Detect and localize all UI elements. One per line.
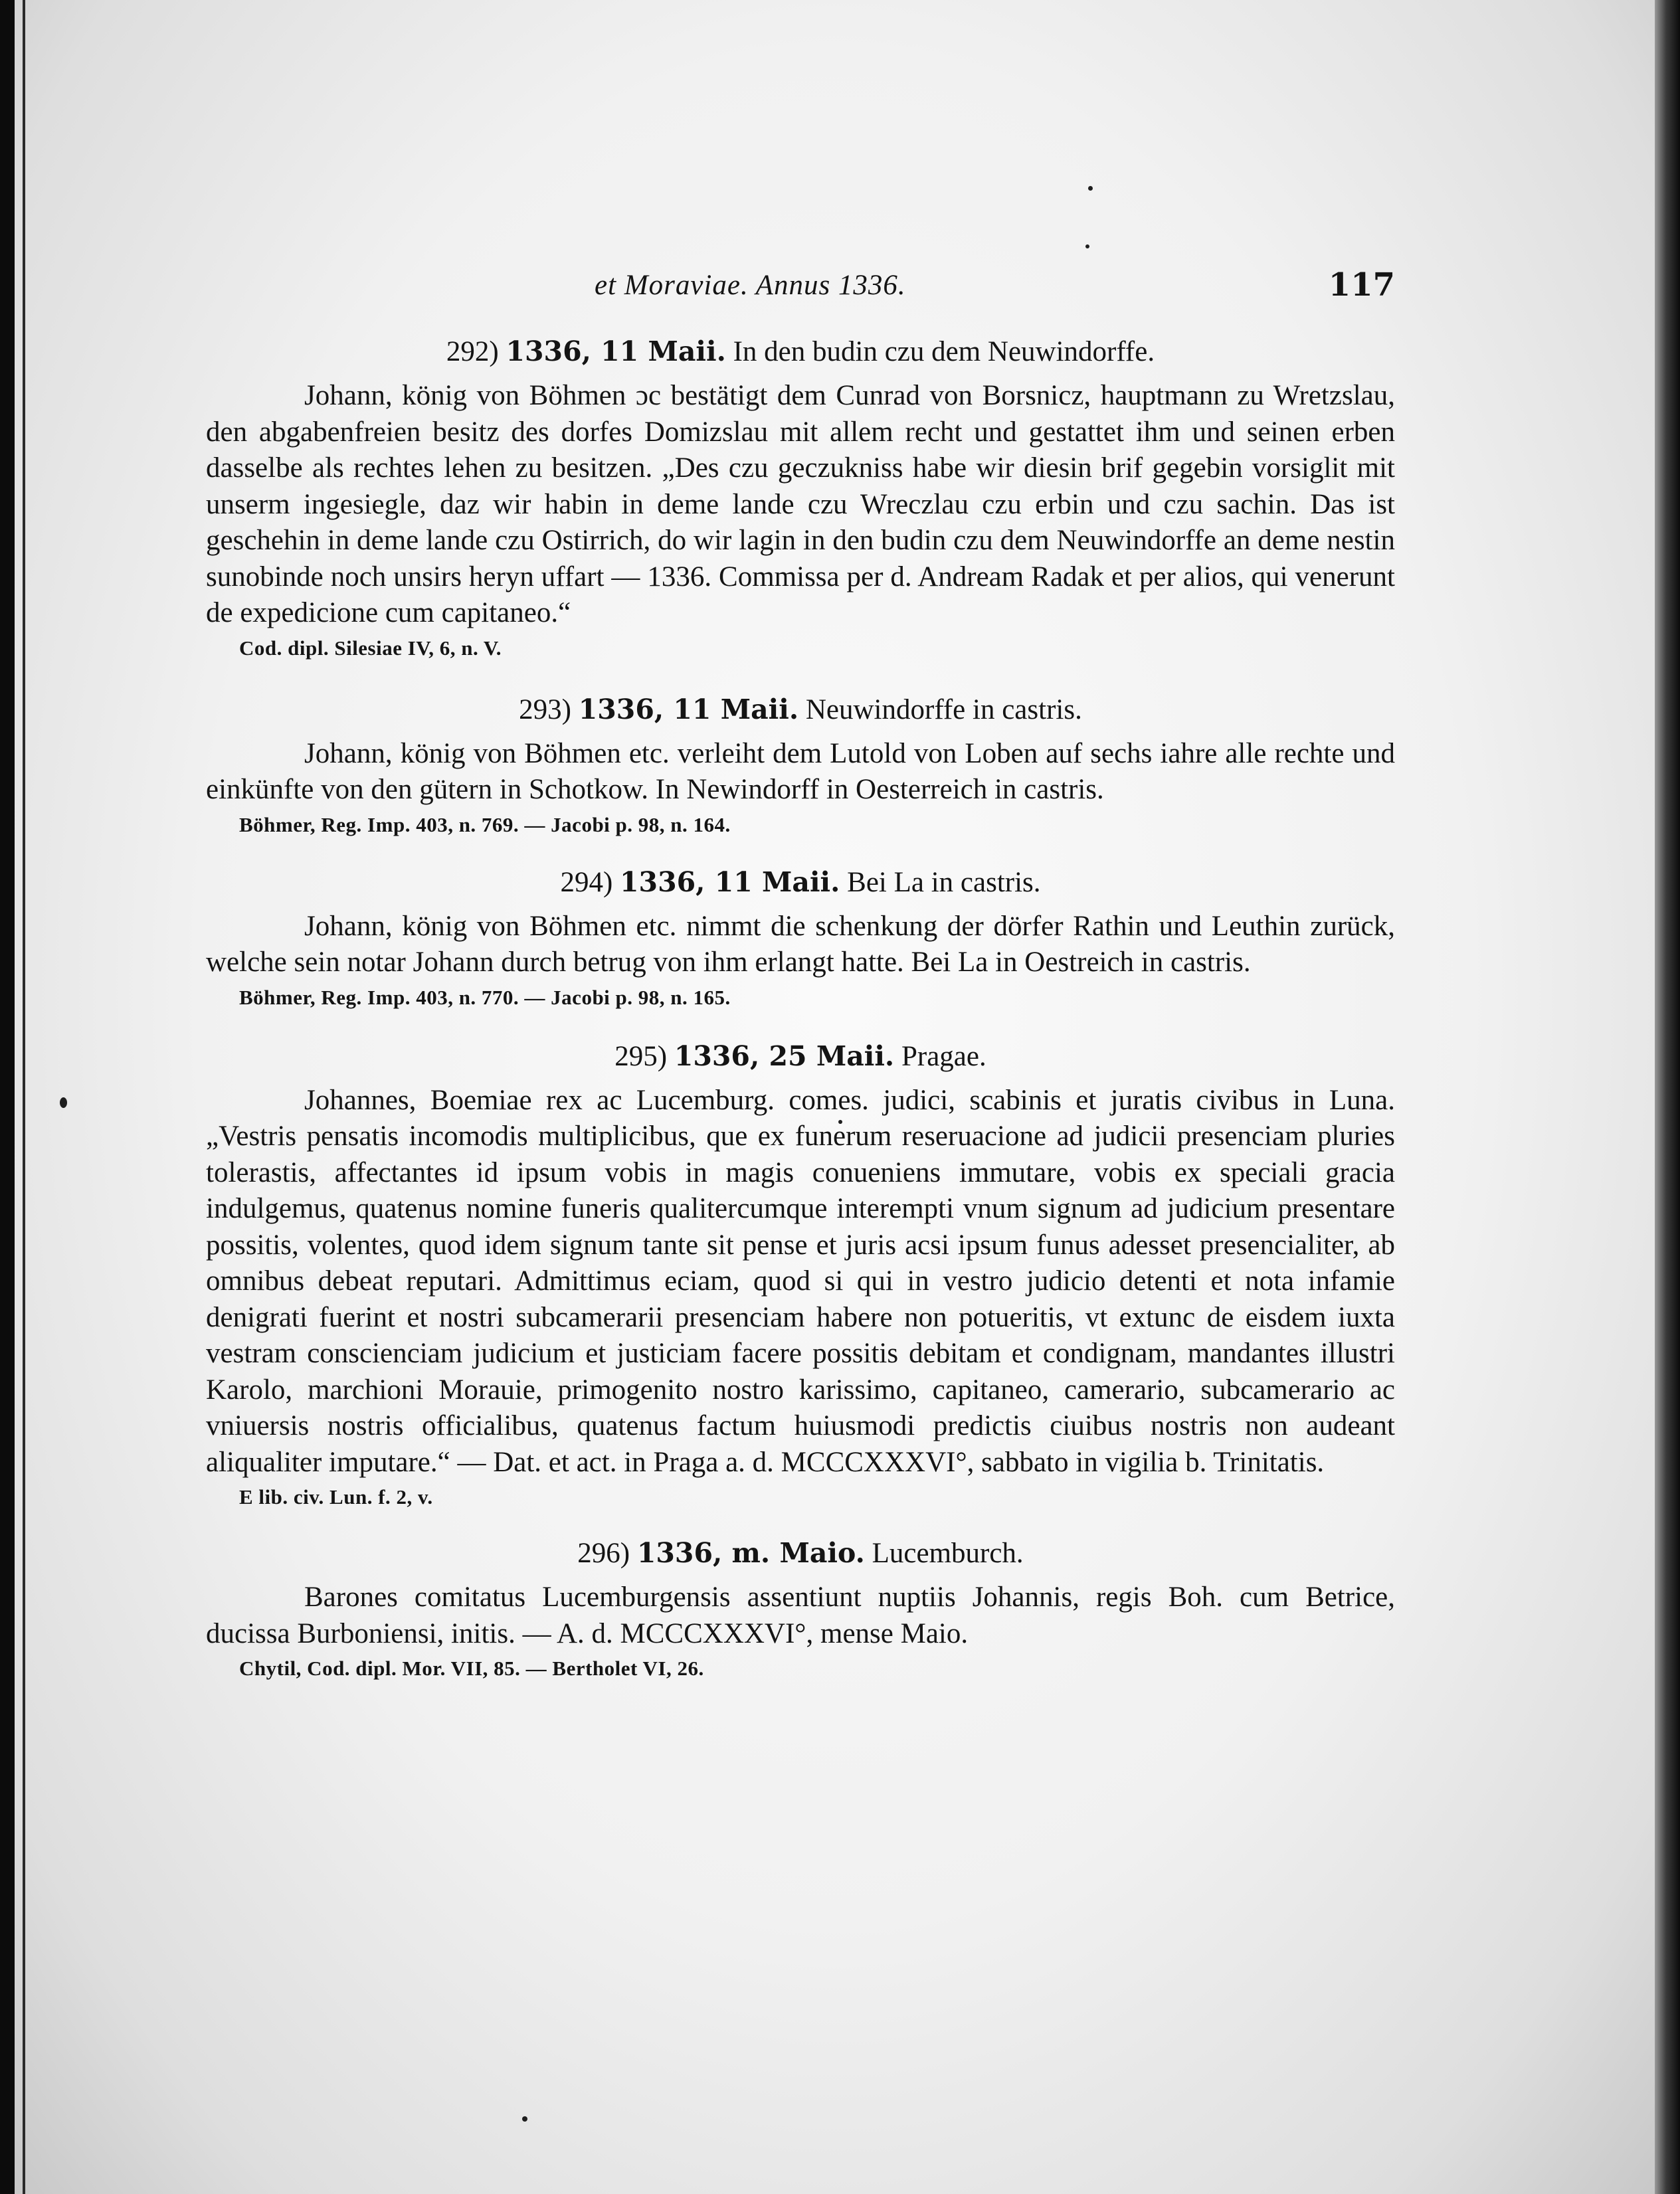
entry-place: Neuwindorffe in castris. — [805, 693, 1082, 725]
entry-heading — [206, 1534, 1395, 1573]
entry-296 — [206, 1534, 1395, 1683]
page-content — [206, 332, 1395, 1683]
entry-number: 296) — [577, 1538, 630, 1569]
entry-source: Chytil, Cod. dipl. Mor. VII, 85. — Bertholet VI, 26. — [239, 1657, 704, 1680]
scan-speck — [60, 1097, 67, 1108]
entry-date: 1336, 11 Maii. — [620, 866, 840, 898]
entry-place: Bei La in castris. — [847, 866, 1041, 898]
entry-place: In den budin czu dem Neuwindorffe. — [733, 336, 1155, 367]
entry-heading — [206, 1037, 1395, 1076]
entry-date: 1336, m. Maio. — [636, 1537, 865, 1569]
scan-left-line — [23, 0, 25, 2194]
running-title: et Moraviae. Annus 1336. — [595, 270, 906, 301]
page-header — [206, 266, 1395, 316]
entry-source: Cod. dipl. Silesiae IV, 6, n. V. — [239, 636, 502, 660]
entry-body: Johann, könig von Böhmen etc. nimmt die schenkung der dörfer Rathin und Leuthin zurück, welche sein notar Johann durch betrug von ihm erlangt hatte. Bei La in Oestreich in castris. — [206, 910, 1395, 978]
entry-body: Johann, könig von Böhmen ɔc bestätigt dem Cunrad von Borsnicz, hauptmann zu Wretzslau, den abgabenfreien besitz des dorfes Domizslau mit allem recht und gestattet ihm und seinen erben dasselbe als rechtes lehen zu besitzen. „Des czu geczukniss habe wir diesin brif gegebin vorsiglit mit unserm ingesiegle, daz wir habin in deme lande czu Wreczlau czu erbin und czu sachin. Das ist geschehin in deme lande czu Ostirrich, do wir lagin in den budin czu dem Neuwindorffe an deme nestin sunobinde noch unsirs heryn uffart — 1336. Commissa per d. Andream Radak et per alios, qui venerunt de expedicione cum capitaneo.“ — [206, 380, 1395, 628]
entry-place: Lucemburch. — [872, 1538, 1024, 1569]
entry-spacer — [206, 662, 1395, 690]
entry-spacer — [206, 1511, 1395, 1534]
entry-number: 294) — [560, 866, 613, 898]
entry-292 — [206, 332, 1395, 662]
entry-body: Barones comitatus Lucemburgensis assentiunt nuptiis Johannis, regis Boh. cum Betrice, ducissa Burboniensi, initis. — A. d. MCCCXXXVI°, mense Maio. — [206, 1582, 1395, 1649]
scan-right-border — [1655, 0, 1680, 2194]
entry-source: E lib. civ. Lun. f. 2, v. — [239, 1485, 433, 1508]
scan-left-border — [0, 0, 15, 2194]
entry-number: 293) — [519, 693, 571, 725]
entry-294 — [206, 863, 1395, 1012]
scan-speck — [522, 2116, 527, 2122]
page-number: 117 — [1328, 266, 1395, 304]
entry-heading — [206, 332, 1395, 371]
entry-293 — [206, 690, 1395, 839]
entry-spacer — [206, 1012, 1395, 1037]
entry-number: 295) — [614, 1040, 668, 1072]
entry-body: Johannes, Boemiae rex ac Lucemburg. comes. judici, scabinis et juratis civibus in Luna. „Vestris pensatis incomodis multiplicibus, que ex funerum reseruacione ad judicii presenciam pluries tolerastis, affectantes id ipsum vobis in magis conueniens immutare, vobis ex speciali gracia indulgemus, quatenus nomine funeris qualitercumque interempti vnum signum ad judicium presentare possitis, volentes, quod idem signum tante sit pense et juris acsi ipsum funus adesset presencialiter, ab omnibus debeat reputari. Admittimus eciam, quod si qui in vestro judicio detenti et nota infamie denigrati fuerint et nostri subcamerarii presenciam habere non potueritis, vt extunc de eisdem iuxta vestram conscienciam judicium et justiciam facere possitis debitam et condignam, mandantes illustri Karolo, marchioni Morauie, primogenito nostro karissimo, capitaneo, camerario, subcamerario ac vniuersis nostris officialibus, quatenus factum huiusmodi predictis ciuibus nostris non audeant aliqualiter imputare.“ — Dat. et act. in Praga a. d. MCCCXXXVI°, sabbato in vigilia b. Trinitatis. — [206, 1084, 1395, 1478]
entry-heading — [206, 690, 1395, 729]
entry-place: Pragae. — [901, 1040, 986, 1072]
entry-date: 1336, 11 Maii. — [506, 335, 726, 367]
entry-spacer — [206, 839, 1395, 863]
entry-heading — [206, 863, 1395, 902]
entry-date: 1336, 11 Maii. — [578, 693, 799, 725]
scan-speck — [1085, 244, 1089, 248]
entry-source: Böhmer, Reg. Imp. 403, n. 770. — Jacobi p. 98, n. 165. — [239, 985, 731, 1009]
entry-date: 1336, 25 Maii. — [674, 1040, 895, 1072]
scan-speck — [1088, 186, 1093, 191]
entry-number: 292) — [446, 336, 499, 367]
entry-295 — [206, 1037, 1395, 1512]
entry-body: Johann, könig von Böhmen etc. verleiht dem Lutold von Loben auf sechs iahre alle rechte und einkünfte von den gütern in Schotkow. In Newindorff in Oesterreich in castris. — [206, 737, 1395, 805]
entry-source: Böhmer, Reg. Imp. 403, n. 769. — Jacobi p. 98, n. 164. — [239, 812, 731, 836]
